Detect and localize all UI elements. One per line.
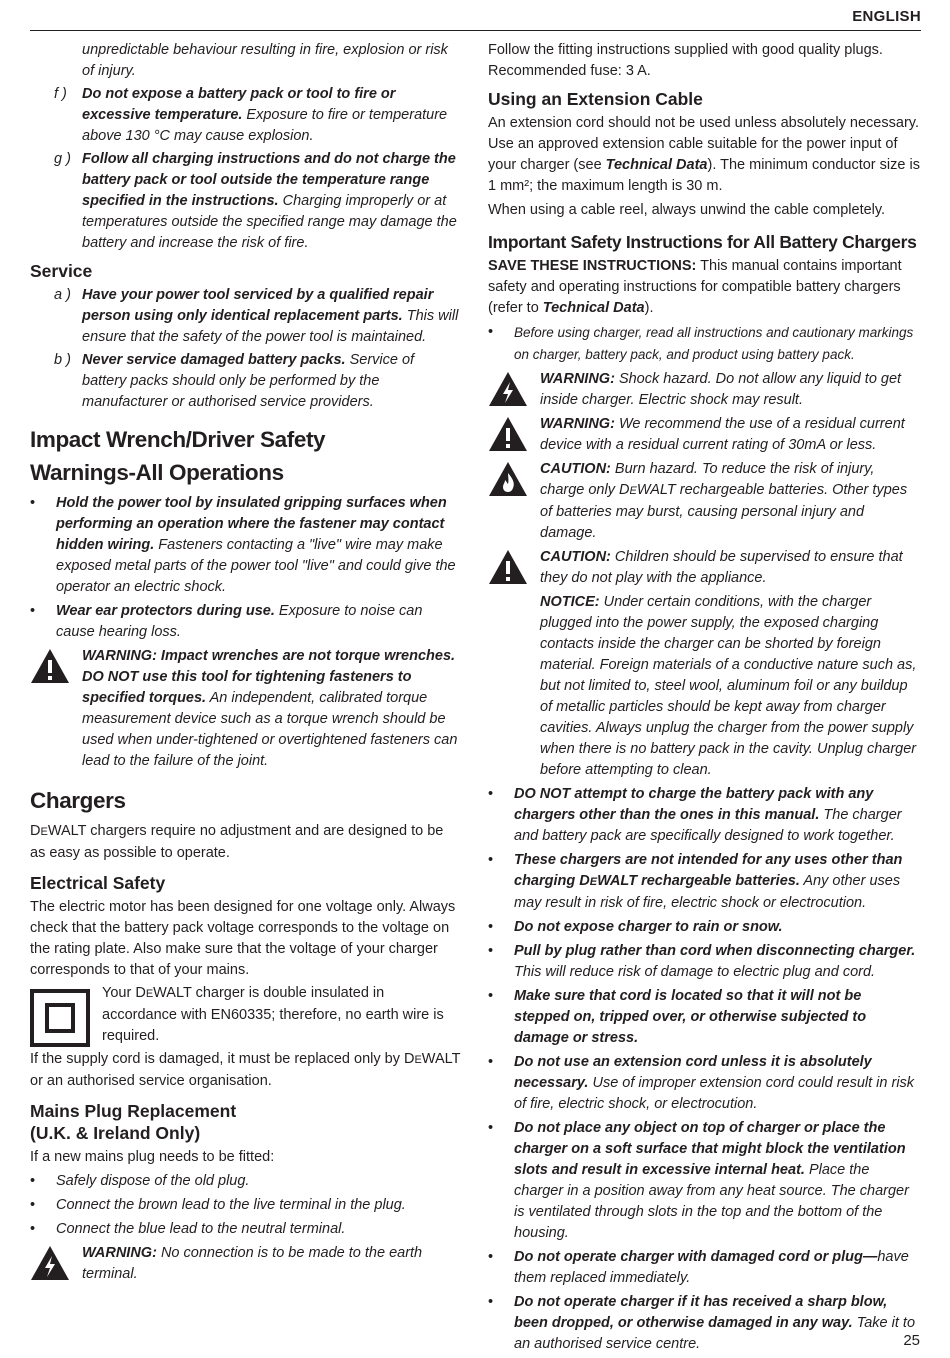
shock-warning: WARNING: Shock hazard. Do not allow any liquid to get inside charger. Electric shock may result. [488, 369, 920, 411]
electrical-safety-heading: Electrical Safety [30, 873, 166, 893]
notice: NOTICE: Under certain conditions, with the charger plugged into the power supply, the exposed charging contacts inside the charger can be shorted by foreign material. Foreign materials of a conductive nature such as, but not limited to, steel wool, aluminum foil or any buildup of metallic particles should be kept away from charger cavities. Always unplug the charger from the power supply when there is no battery pack in the cavity. Unplug charger before attempting to clean. [540, 594, 917, 778]
warning-triangle-icon [488, 416, 528, 452]
chargers-heading: Chargers [30, 788, 126, 813]
before-using-bullet: • Before using charger, read all instructions and cautionary markings on charger, battery pack, and product using battery pack. [488, 324, 914, 362]
fitting-text: Follow the fitting instructions supplied with good quality plugs. Recommended fuse: 3 A. [488, 42, 883, 79]
charger-bullet: • Make sure that cord is located so that it will not be stepped on, tripped over, or otherwise subjected to damage or stress. [488, 988, 867, 1046]
extension-cable-heading: Using an Extension Cable [488, 89, 703, 109]
double-insulated-icon [30, 989, 90, 1047]
supply-cord-text: If the supply cord is damaged, it must be replaced only by DEWALT or an authorised service organisation. [30, 1051, 461, 1089]
burn-caution: CAUTION: Burn hazard. To reduce the risk of injury, charge only DEWALT rechargeable batteries. Other types of batteries may burst, causing personal injury and damage. [488, 459, 920, 544]
rcd-warning: WARNING: We recommend the use of a residual current device with a residual current rating of 30mA or less. [488, 414, 920, 456]
service-heading: Service [30, 261, 93, 281]
warning-triangle-icon [30, 648, 70, 684]
continued-text: unpredictable behaviour resulting in fire, explosion or risk of injury. [82, 42, 448, 79]
charger-bullet: • Do not expose charger to rain or snow. [488, 919, 783, 935]
charger-bullet: • Do not use an extension cord unless it is absolutely necessary. Use of improper extension cord could result in risk of fire, electric shock, or electrocution. [488, 1054, 915, 1112]
electrical-safety-text: The electric motor has been designed for one voltage only. Always check that the battery pack voltage corresponds to the voltage on the rating plate. Also make sure that the voltage of your charger corresponds to that of your mains. [30, 899, 456, 978]
mains-plug-heading: Mains Plug Replacement (U.K. & Ireland Only) [30, 1101, 237, 1143]
warning-triangle-icon [488, 549, 528, 585]
language-label: ENGLISH [852, 8, 921, 25]
service-item-a: a ) Have your power tool serviced by a qualified repair person using only identical replacement parts. This will ensure that the safety of the power tool is maintained. [54, 287, 459, 345]
item-f: f ) Do not expose a battery pack or tool to fire or excessive temperature. Exposure to fire or temperature above 130 °C may cause explosion. [54, 86, 448, 144]
mains-intro: If a new mains plug needs to be fitted: [30, 1149, 275, 1165]
left-column [30, 40, 462, 1288]
important-safety-heading: Important Safety Instructions for All Battery Chargers [488, 232, 917, 252]
impact-bullet: • Hold the power tool by insulated gripping surfaces when performing an operation where the fastener may contact hidden wiring. Fasteners contacting a "live" wire may make exposed metal parts of the power tool "live" and could give the operator an electric shock. [30, 495, 456, 595]
impact-bullet: • Wear ear protectors during use. Exposure to noise can cause hearing loss. [30, 603, 423, 640]
item-g: g ) Follow all charging instructions and do not charge the battery pack or tool outside the temperature range specified in the instructions. Charging improperly or at temperatures outside the specified range may damage the battery and increase the risk of fire. [54, 151, 457, 251]
charger-bullet: • DO NOT attempt to charge the battery pack with any chargers other than the ones in this manual. The charger and battery pack are specifically designed to work together. [488, 786, 902, 844]
children-caution: CAUTION: Children should be supervised to ensure that they do not play with the appliance. [488, 547, 920, 589]
extension-cable-text: An extension cord should not be used unless absolutely necessary. Use an approved extension cable suitable for the power input of your charger (see Technical Data). The minimum conductor size is 1 mm²; the maximum length is 30 m. [488, 115, 920, 194]
cable-reel-text: When using a cable reel, always unwind the cable completely. [488, 202, 886, 218]
mains-bullet: • Connect the blue lead to the neutral terminal. [30, 1221, 346, 1237]
impact-warning: WARNING: Impact wrenches are not torque wrenches. DO NOT use this tool for tightening fasteners to specified torques. An independent, calibrated torque measurement device such as a torque wrench should be used when under-tightened or overtightened fasteners can lead to the failure of the joint. [30, 646, 462, 772]
charger-bullet: • Do not operate charger if it has received a sharp blow, been dropped, or otherwise damaged in any way. Take it to an authorised service centre. [488, 1294, 916, 1352]
service-item-b: b ) Never service damaged battery packs. Service of battery packs should only be performed by the manufacturer or authorised service providers. [54, 352, 415, 410]
double-insulated-note: Your DEWALT charger is double insulated in accordance with EN60335; therefore, no earth wire is required. [30, 983, 462, 1047]
charger-bullet: • Do not place any object on top of charger or place the charger on a soft surface that might block the ventilation slots and result in excessive internal heat. Place the charger in a position away from any heat source. The charger is ventilated through slots in the top and the bottom of the housing. [488, 1120, 909, 1241]
electric-shock-icon [488, 371, 528, 407]
right-column [488, 40, 920, 1358]
save-instructions-text: SAVE THESE INSTRUCTIONS: This manual contains important safety and operating instructions for compatible battery chargers (refer to Technical Data). [488, 258, 902, 316]
charger-bullet: • These chargers are not intended for any uses other than charging DEWALT rechargeable batteries. Any other uses may result in risk of fire, electric shock or electrocution. [488, 852, 903, 911]
mains-bullet: • Connect the brown lead to the live terminal in the plug. [30, 1197, 406, 1213]
charger-bullet: • Pull by plug rather than cord when disconnecting charger. This will reduce risk of damage to electric plug and cord. [488, 943, 916, 980]
fire-hazard-icon [488, 461, 528, 497]
mains-bullet: • Safely dispose of the old plug. [30, 1173, 250, 1189]
mains-warning: WARNING: No connection is to be made to the earth terminal. [30, 1243, 462, 1285]
page-header [30, 0, 921, 31]
charger-bullet: • Do not operate charger with damaged cord or plug—have them replaced immediately. [488, 1249, 909, 1286]
chargers-text: DEWALT chargers require no adjustment and are designed to be as easy as possible to operate. [30, 823, 444, 861]
electric-shock-icon [30, 1245, 70, 1281]
page-number: 25 [903, 1332, 920, 1349]
impact-heading: Impact Wrench/Driver Safety Warnings-All Operations [30, 427, 326, 485]
